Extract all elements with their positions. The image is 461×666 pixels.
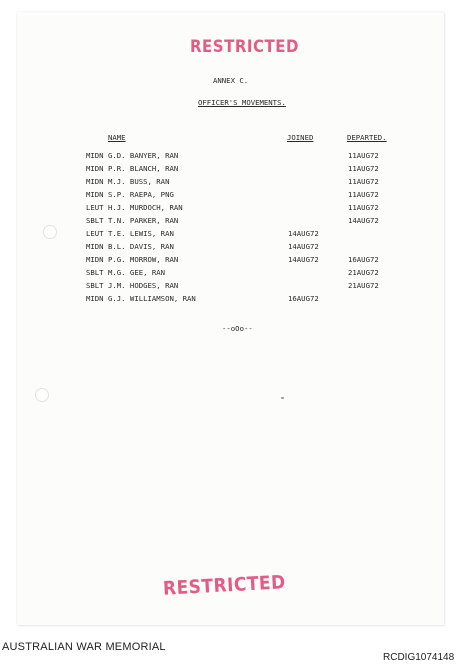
table-row bbox=[0, 190, 461, 203]
departed-date: 14AUG72 bbox=[348, 216, 379, 225]
end-of-list-mark: --oOo-- bbox=[222, 324, 253, 333]
departed-date: 21AUG72 bbox=[348, 281, 379, 290]
joined-date: 14AUG72 bbox=[288, 229, 319, 238]
table-row bbox=[0, 151, 461, 164]
officer-name: MIDN G.J. WILLIAMSON, RAN bbox=[86, 294, 196, 303]
column-header-joined: JOINED bbox=[287, 133, 314, 142]
officer-name: MIDN B.L. DAVIS, RAN bbox=[86, 242, 174, 251]
restricted-stamp-top: RESTRICTED bbox=[190, 35, 299, 57]
officer-name: MIDN S.P. RAEPA, PNG bbox=[86, 190, 174, 199]
joined-date: 14AUG72 bbox=[288, 242, 319, 251]
officer-name: SBLT M.G. GEE, RAN bbox=[86, 268, 166, 277]
record-id: RCDIG1074148 bbox=[383, 652, 455, 663]
punch-hole bbox=[35, 388, 49, 402]
table-row bbox=[0, 177, 461, 190]
departed-date: 16AUG72 bbox=[348, 255, 379, 264]
departed-date: 21AUG72 bbox=[348, 268, 379, 277]
table-row bbox=[0, 216, 461, 229]
table-row bbox=[0, 294, 461, 307]
officer-name: MIDN P.G. MORROW, RAN bbox=[86, 255, 179, 264]
departed-date: 11AUG72 bbox=[348, 151, 379, 160]
restricted-stamp-bottom: RESTRICTED bbox=[162, 571, 287, 601]
table-row bbox=[0, 268, 461, 281]
column-header-name: NAME bbox=[108, 133, 126, 142]
table-row bbox=[0, 229, 461, 242]
table-row bbox=[0, 242, 461, 255]
departed-date: 11AUG72 bbox=[348, 190, 379, 199]
officer-name: MIDN G.D. BANYER, RAN bbox=[86, 151, 179, 160]
document-heading: OFFICER'S MOVEMENTS. bbox=[198, 98, 286, 107]
departed-date: 11AUG72 bbox=[348, 203, 379, 212]
institution-caption: AUSTRALIAN WAR MEMORIAL bbox=[2, 641, 166, 653]
departed-date: 11AUG72 bbox=[348, 164, 379, 173]
paper-speck bbox=[281, 397, 284, 399]
column-header-departed: DEPARTED. bbox=[347, 133, 387, 142]
table-row bbox=[0, 203, 461, 216]
annex-title: ANNEX C. bbox=[213, 76, 249, 85]
table-row bbox=[0, 281, 461, 294]
officer-name: SBLT J.M. HODGES, RAN bbox=[86, 281, 179, 290]
joined-date: 16AUG72 bbox=[288, 294, 319, 303]
officer-name: MIDN M.J. BUSS, RAN bbox=[86, 177, 170, 186]
movements-table bbox=[0, 151, 461, 307]
officer-name: LEUT H.J. MURDOCH, RAN bbox=[86, 203, 183, 212]
officer-name: LEUT T.E. LEWIS, RAN bbox=[86, 229, 174, 238]
joined-date: 14AUG72 bbox=[288, 255, 319, 264]
officer-name: SBLT T.N. PARKER, RAN bbox=[86, 216, 179, 225]
departed-date: 11AUG72 bbox=[348, 177, 379, 186]
officer-name: MIDN P.R. BLANCH, RAN bbox=[86, 164, 179, 173]
table-row bbox=[0, 164, 461, 177]
table-row bbox=[0, 255, 461, 268]
